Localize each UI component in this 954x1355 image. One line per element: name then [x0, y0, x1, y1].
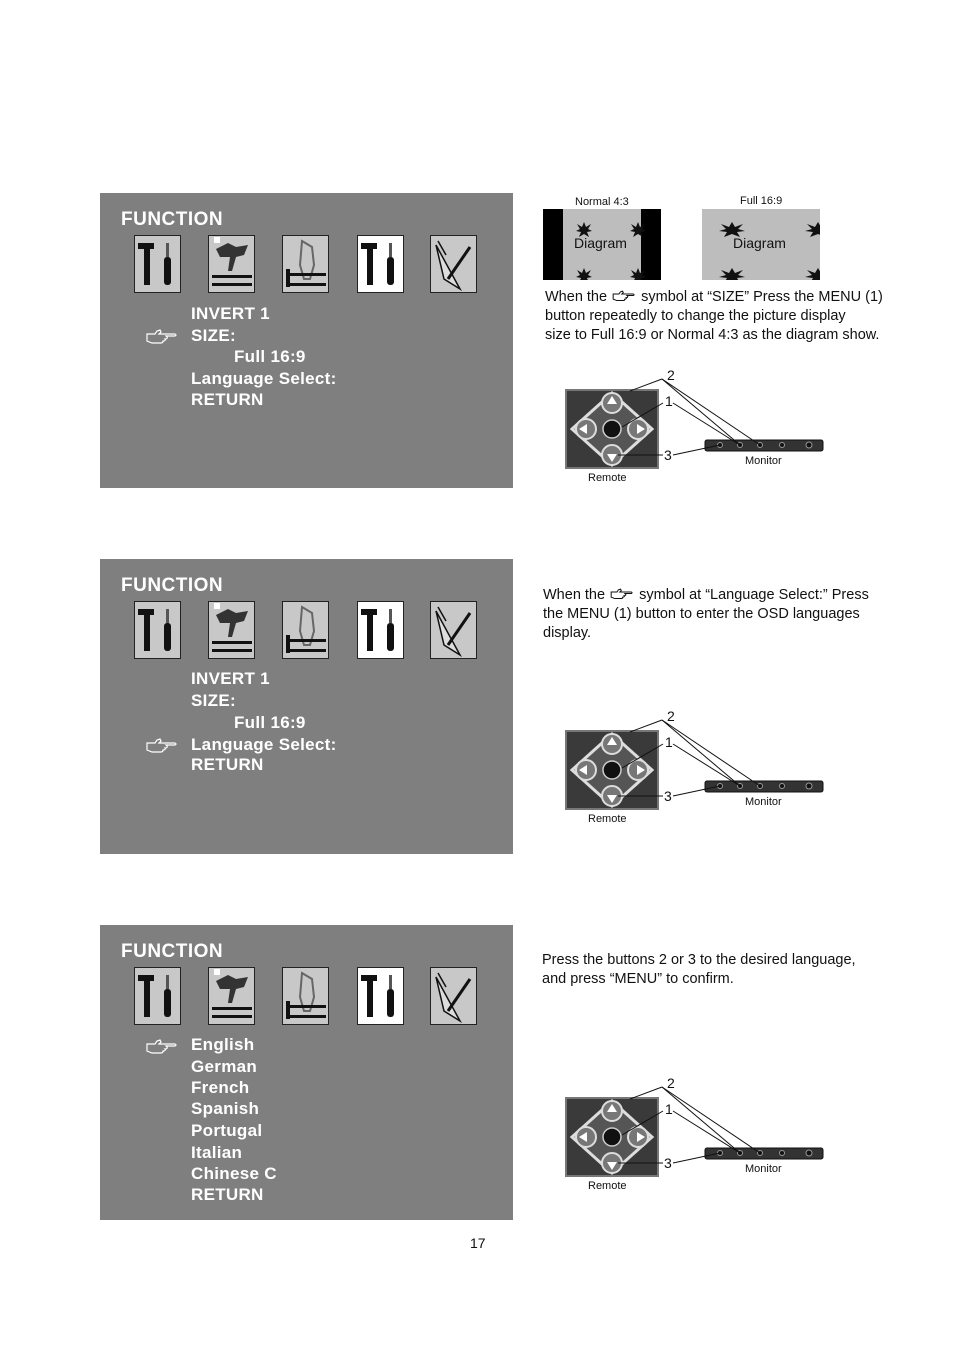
hand-pointer-icon [146, 1037, 178, 1055]
control-diagram-1 [560, 365, 830, 485]
menu-item-return[interactable]: RETURN [191, 390, 264, 409]
hand-pointer-icon [609, 587, 635, 600]
language-item-french[interactable]: French [191, 1078, 250, 1097]
menu-item-language-select[interactable]: Language Select: [191, 735, 337, 754]
menu-item-return[interactable]: RETURN [191, 1185, 264, 1204]
osd-menu-panel-1 [100, 193, 513, 488]
osd-title: FUNCTION [121, 941, 224, 962]
hand-pointer-icon [146, 327, 178, 345]
description-1: When the symbol at “SIZE” Press the MENU (1) button repeatedly to change the picture display size to Full 16:9 or Normal 4:3 as the diagram show. [545, 289, 883, 343]
language-item-italian[interactable]: Italian [191, 1143, 243, 1162]
callout-3: 3 [664, 1155, 672, 1171]
menu-item-language-select[interactable]: Language Select: [191, 369, 337, 388]
callout-2: 2 [667, 708, 675, 724]
language-item-german[interactable]: German [191, 1057, 258, 1076]
language-item-chinese[interactable]: Chinese C [191, 1164, 277, 1183]
osd-title: FUNCTION [121, 575, 224, 596]
hand-pointer-icon [611, 289, 637, 302]
menu-item-invert[interactable]: INVERT 1 [191, 669, 270, 688]
callout-1: 1 [665, 734, 673, 750]
language-item-spanish[interactable]: Spanish [191, 1099, 260, 1118]
osd-icon-row [100, 559, 513, 669]
language-item-portugal[interactable]: Portugal [191, 1121, 263, 1140]
monitor-label: Monitor [745, 1163, 782, 1175]
normal-diagram-text: Diagram [574, 235, 627, 251]
osd-icon-row [100, 193, 513, 303]
hand-pointer-icon [146, 736, 178, 754]
menu-value-size: Full 16:9 [234, 713, 306, 732]
monitor-label: Monitor [745, 796, 782, 808]
menu-item-return[interactable]: RETURN [191, 755, 264, 774]
full-diagram-text: Diagram [733, 235, 786, 251]
remote-label: Remote [588, 1180, 627, 1192]
callout-1: 1 [665, 393, 673, 409]
osd-menu-panel-3 [100, 925, 513, 1220]
callout-3: 3 [664, 788, 672, 804]
menu-item-size[interactable]: SIZE: [191, 326, 236, 345]
menu-item-invert[interactable]: INVERT 1 [191, 304, 270, 323]
osd-menu-panel-2 [100, 559, 513, 854]
monitor-label: Monitor [745, 455, 782, 467]
callout-3: 3 [664, 447, 672, 463]
control-diagram-2 [560, 706, 830, 826]
control-diagram-3 [560, 1073, 830, 1193]
language-item-english[interactable]: English [191, 1035, 255, 1054]
normal-4-3-label: Normal 4:3 [575, 196, 629, 208]
osd-icon-row [100, 925, 513, 1035]
full-16-9-label: Full 16:9 [740, 195, 783, 207]
callout-2: 2 [667, 1075, 675, 1091]
description-2: When the symbol at “Language Select:” Press the MENU (1) button to enter the OSD languages display. [543, 587, 869, 641]
remote-label: Remote [588, 472, 627, 484]
osd-title: FUNCTION [121, 209, 224, 230]
page-number: 17 [470, 1235, 486, 1251]
callout-2: 2 [667, 367, 675, 383]
remote-label: Remote [588, 813, 627, 825]
menu-item-size[interactable]: SIZE: [191, 691, 236, 710]
menu-value-size: Full 16:9 [234, 347, 306, 366]
description-3: Press the buttons 2 or 3 to the desired language, and press “MENU” to confirm. [542, 952, 856, 987]
callout-1: 1 [665, 1101, 673, 1117]
